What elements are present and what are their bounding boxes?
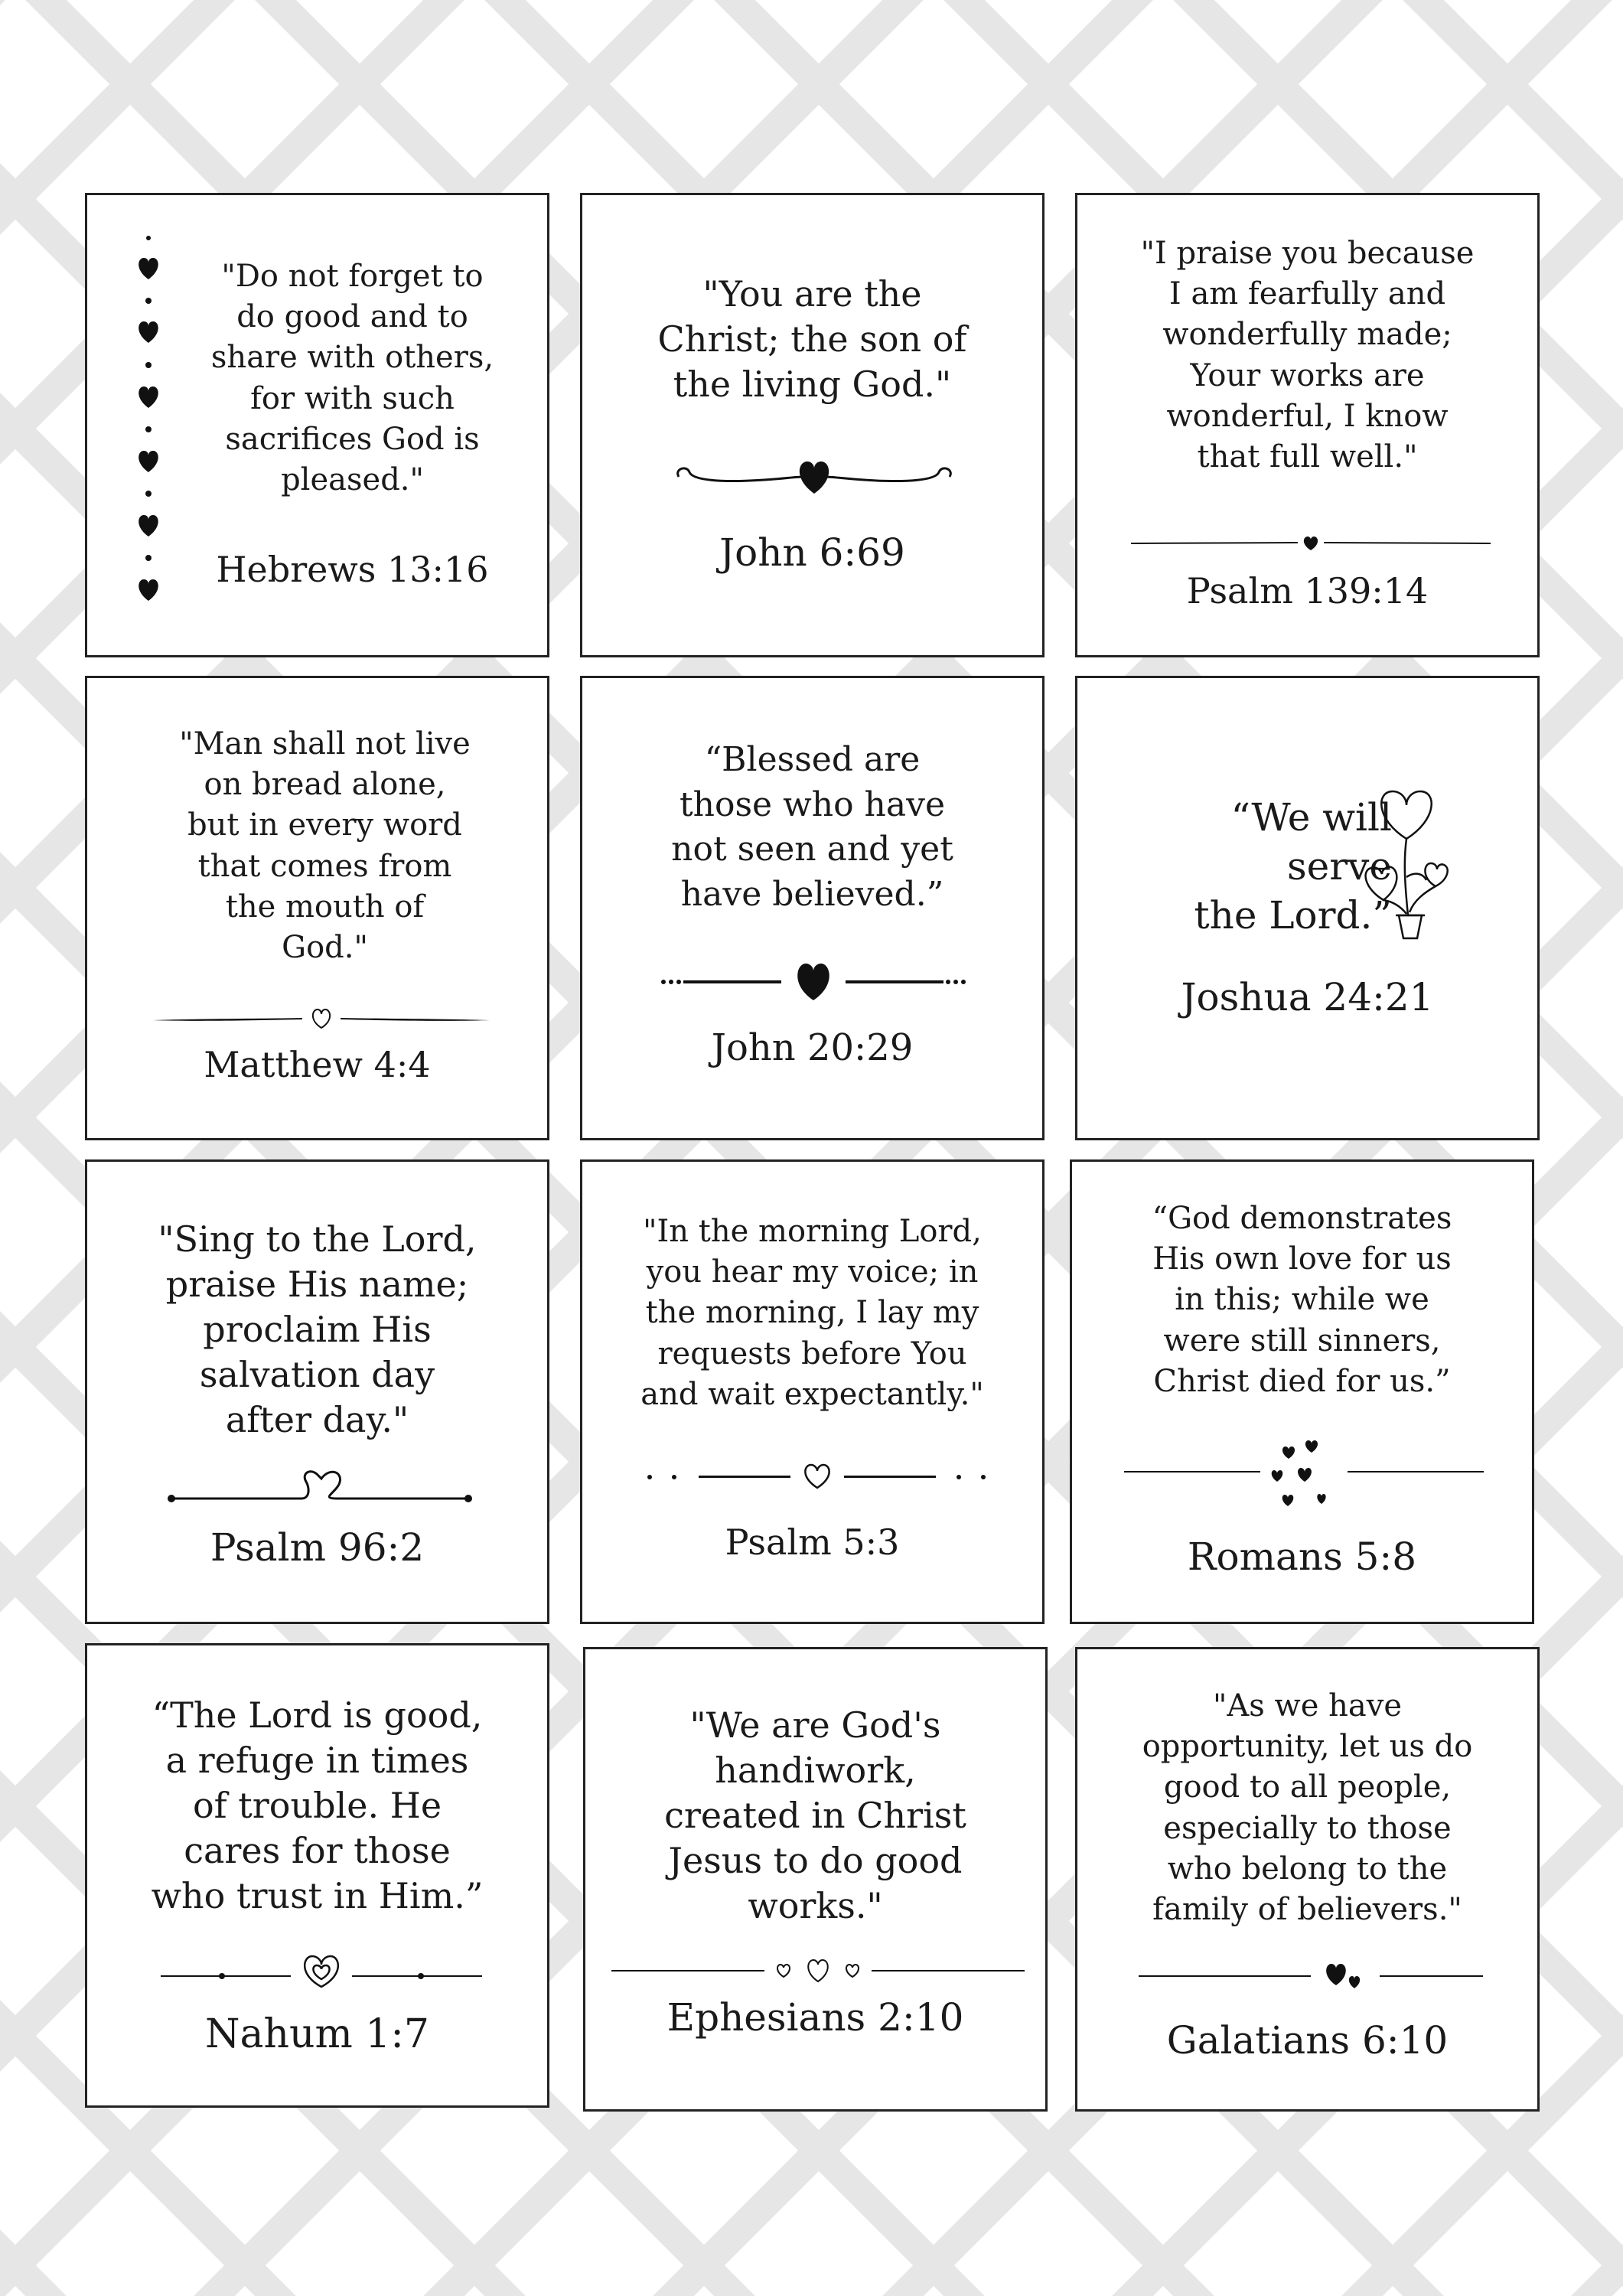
verse-reference: Ephesians 2:10 — [666, 1995, 964, 2040]
verse-quote: “Blessed are those who have not seen and yet have believed.” — [671, 740, 953, 914]
line-heart-divider-icon — [1131, 532, 1491, 555]
verse-card-psalm-96 — [85, 1159, 549, 1624]
verse-card-john-20-29 — [580, 676, 1045, 1140]
verse-quote: "As we have opportunity, let us do good to all people, especially to those who belong to the family of believers." — [1142, 1688, 1473, 1927]
verse-reference: Matthew 4:4 — [204, 1044, 431, 1085]
verse-reference: John 6:69 — [719, 530, 905, 575]
verse-quote: "I praise you because I am fearfully and wonderfully made; Your works are wonderful, I know that full well." — [1140, 236, 1475, 475]
outline-heart-divider-icon — [153, 1003, 490, 1034]
verse-card-psalm-139 — [1075, 193, 1540, 657]
verse-quote: “We will serve the Lord.” — [1194, 795, 1392, 938]
verse-card-romans — [1070, 1159, 1534, 1624]
verse-quote: "You are the Christ; the son of the living God." — [657, 273, 967, 405]
verse-quote: “God demonstrates His own love for us in this; while we were still sinners, Christ died for us.” — [1152, 1201, 1452, 1399]
verse-quote: "In the morning Lord, you hear my voice; in the morning, I lay my requests before You and wait expectantly." — [640, 1214, 984, 1412]
swirl-heart-divider-icon — [673, 454, 956, 500]
verse-card-john-6-69 — [580, 193, 1045, 657]
vertical-hearts-icon — [133, 233, 164, 608]
verse-card-hebrews — [85, 193, 549, 657]
scattered-hearts-divider-icon — [1124, 1430, 1484, 1514]
dotted-heart-divider-icon — [660, 957, 966, 1003]
verse-card-matthew — [85, 676, 549, 1140]
verse-reference: Psalm 96:2 — [210, 1525, 425, 1570]
verse-reference: Hebrews 13:16 — [216, 549, 489, 590]
verse-card-galatians — [1075, 1647, 1540, 2112]
verse-reference: Psalm 139:14 — [1186, 570, 1429, 612]
loop-heart-divider-icon — [167, 1468, 473, 1506]
double-heart-divider-icon — [161, 1952, 482, 1990]
verse-quote: "We are God's handiwork, created in Christ Jesus to do good works." — [664, 1704, 966, 1926]
heart-pair-divider-icon — [1139, 1959, 1483, 1990]
verse-quote: "Sing to the Lord, praise His name; proclaim His salvation day after day." — [158, 1218, 477, 1440]
verse-reference: Galatians 6:10 — [1166, 2018, 1449, 2063]
heart-plant-icon — [1353, 785, 1468, 946]
verse-quote: "Man shall not live on bread alone, but in every word that comes from the mouth of God." — [179, 726, 471, 965]
verse-reference: Psalm 5:3 — [725, 1521, 900, 1563]
verse-reference: Romans 5:8 — [1187, 1534, 1417, 1579]
verse-card-psalm-5 — [580, 1159, 1045, 1624]
three-hearts-divider-icon — [611, 1955, 1025, 1986]
verse-reference: John 20:29 — [711, 1026, 914, 1069]
verse-quote: “The Lord is good, a refuge in times of trouble. He cares for those who trust in Him.” — [151, 1694, 484, 1916]
verse-card-joshua — [1075, 676, 1540, 1140]
verse-quote: "Do not forget to do good and to share with others, for with such sacrifices God is pleased." — [210, 259, 494, 497]
dots-heart-divider-icon — [644, 1460, 988, 1491]
verse-reference: Nahum 1:7 — [204, 2011, 429, 2057]
verse-reference: Joshua 24:21 — [1181, 975, 1434, 1019]
verse-card-nahum — [85, 1643, 549, 2108]
verse-card-ephesians — [583, 1647, 1048, 2112]
